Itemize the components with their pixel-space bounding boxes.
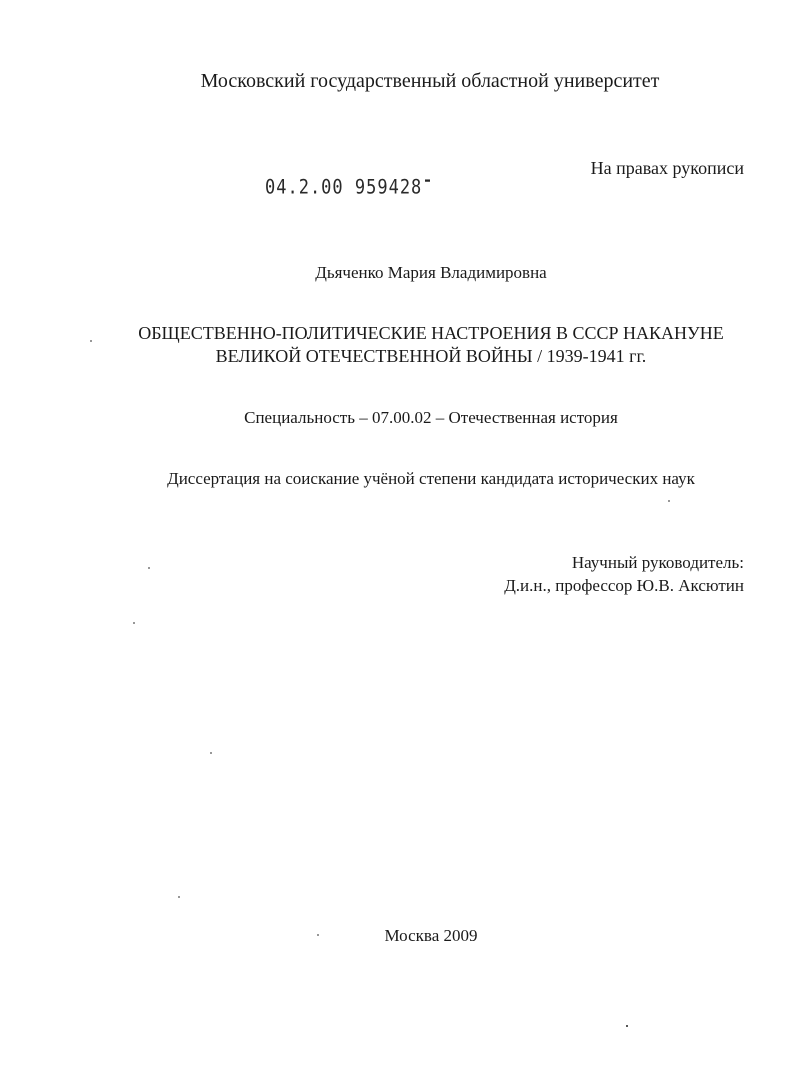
scan-speck: [90, 340, 92, 342]
university-name: Московский государственный областной университет: [200, 70, 660, 92]
scan-speck: [148, 567, 150, 569]
author-name: Дьяченко Мария Владимировна: [315, 263, 547, 282]
specialty: Специальность – 07.00.02 – Отечественная история: [244, 408, 618, 427]
scan-speck: [668, 500, 670, 502]
degree-statement: Диссертация на соискание учёной степени кандидата исторических наук: [167, 469, 695, 488]
rights-note: На правах рукописи: [590, 158, 744, 178]
city-year: Москва 2009: [384, 926, 478, 945]
scan-speck: [626, 1025, 628, 1027]
dash-mark-icon: [425, 179, 430, 181]
scan-speck: [178, 896, 180, 898]
scan-speck: [133, 622, 135, 624]
supervisor-label: Научный руководитель:: [571, 553, 744, 572]
scan-speck: [210, 752, 212, 754]
dissertation-title-line-1: ОБЩЕСТВЕННО-ПОЛИТИЧЕСКИЕ НАСТРОЕНИЯ В СССР НАКАНУНЕ: [138, 323, 724, 343]
dissertation-title-line-2: ВЕЛИКОЙ ОТЕЧЕСТВЕННОЙ ВОЙНЫ / 1939-1941 гг.: [215, 346, 647, 366]
registration-stamp: [265, 176, 430, 199]
scan-speck: [317, 934, 319, 936]
supervisor-name: Д.и.н., профессор Ю.В. Аксютин: [504, 576, 744, 595]
stamp-number: 04.2.00 959428: [265, 176, 423, 199]
